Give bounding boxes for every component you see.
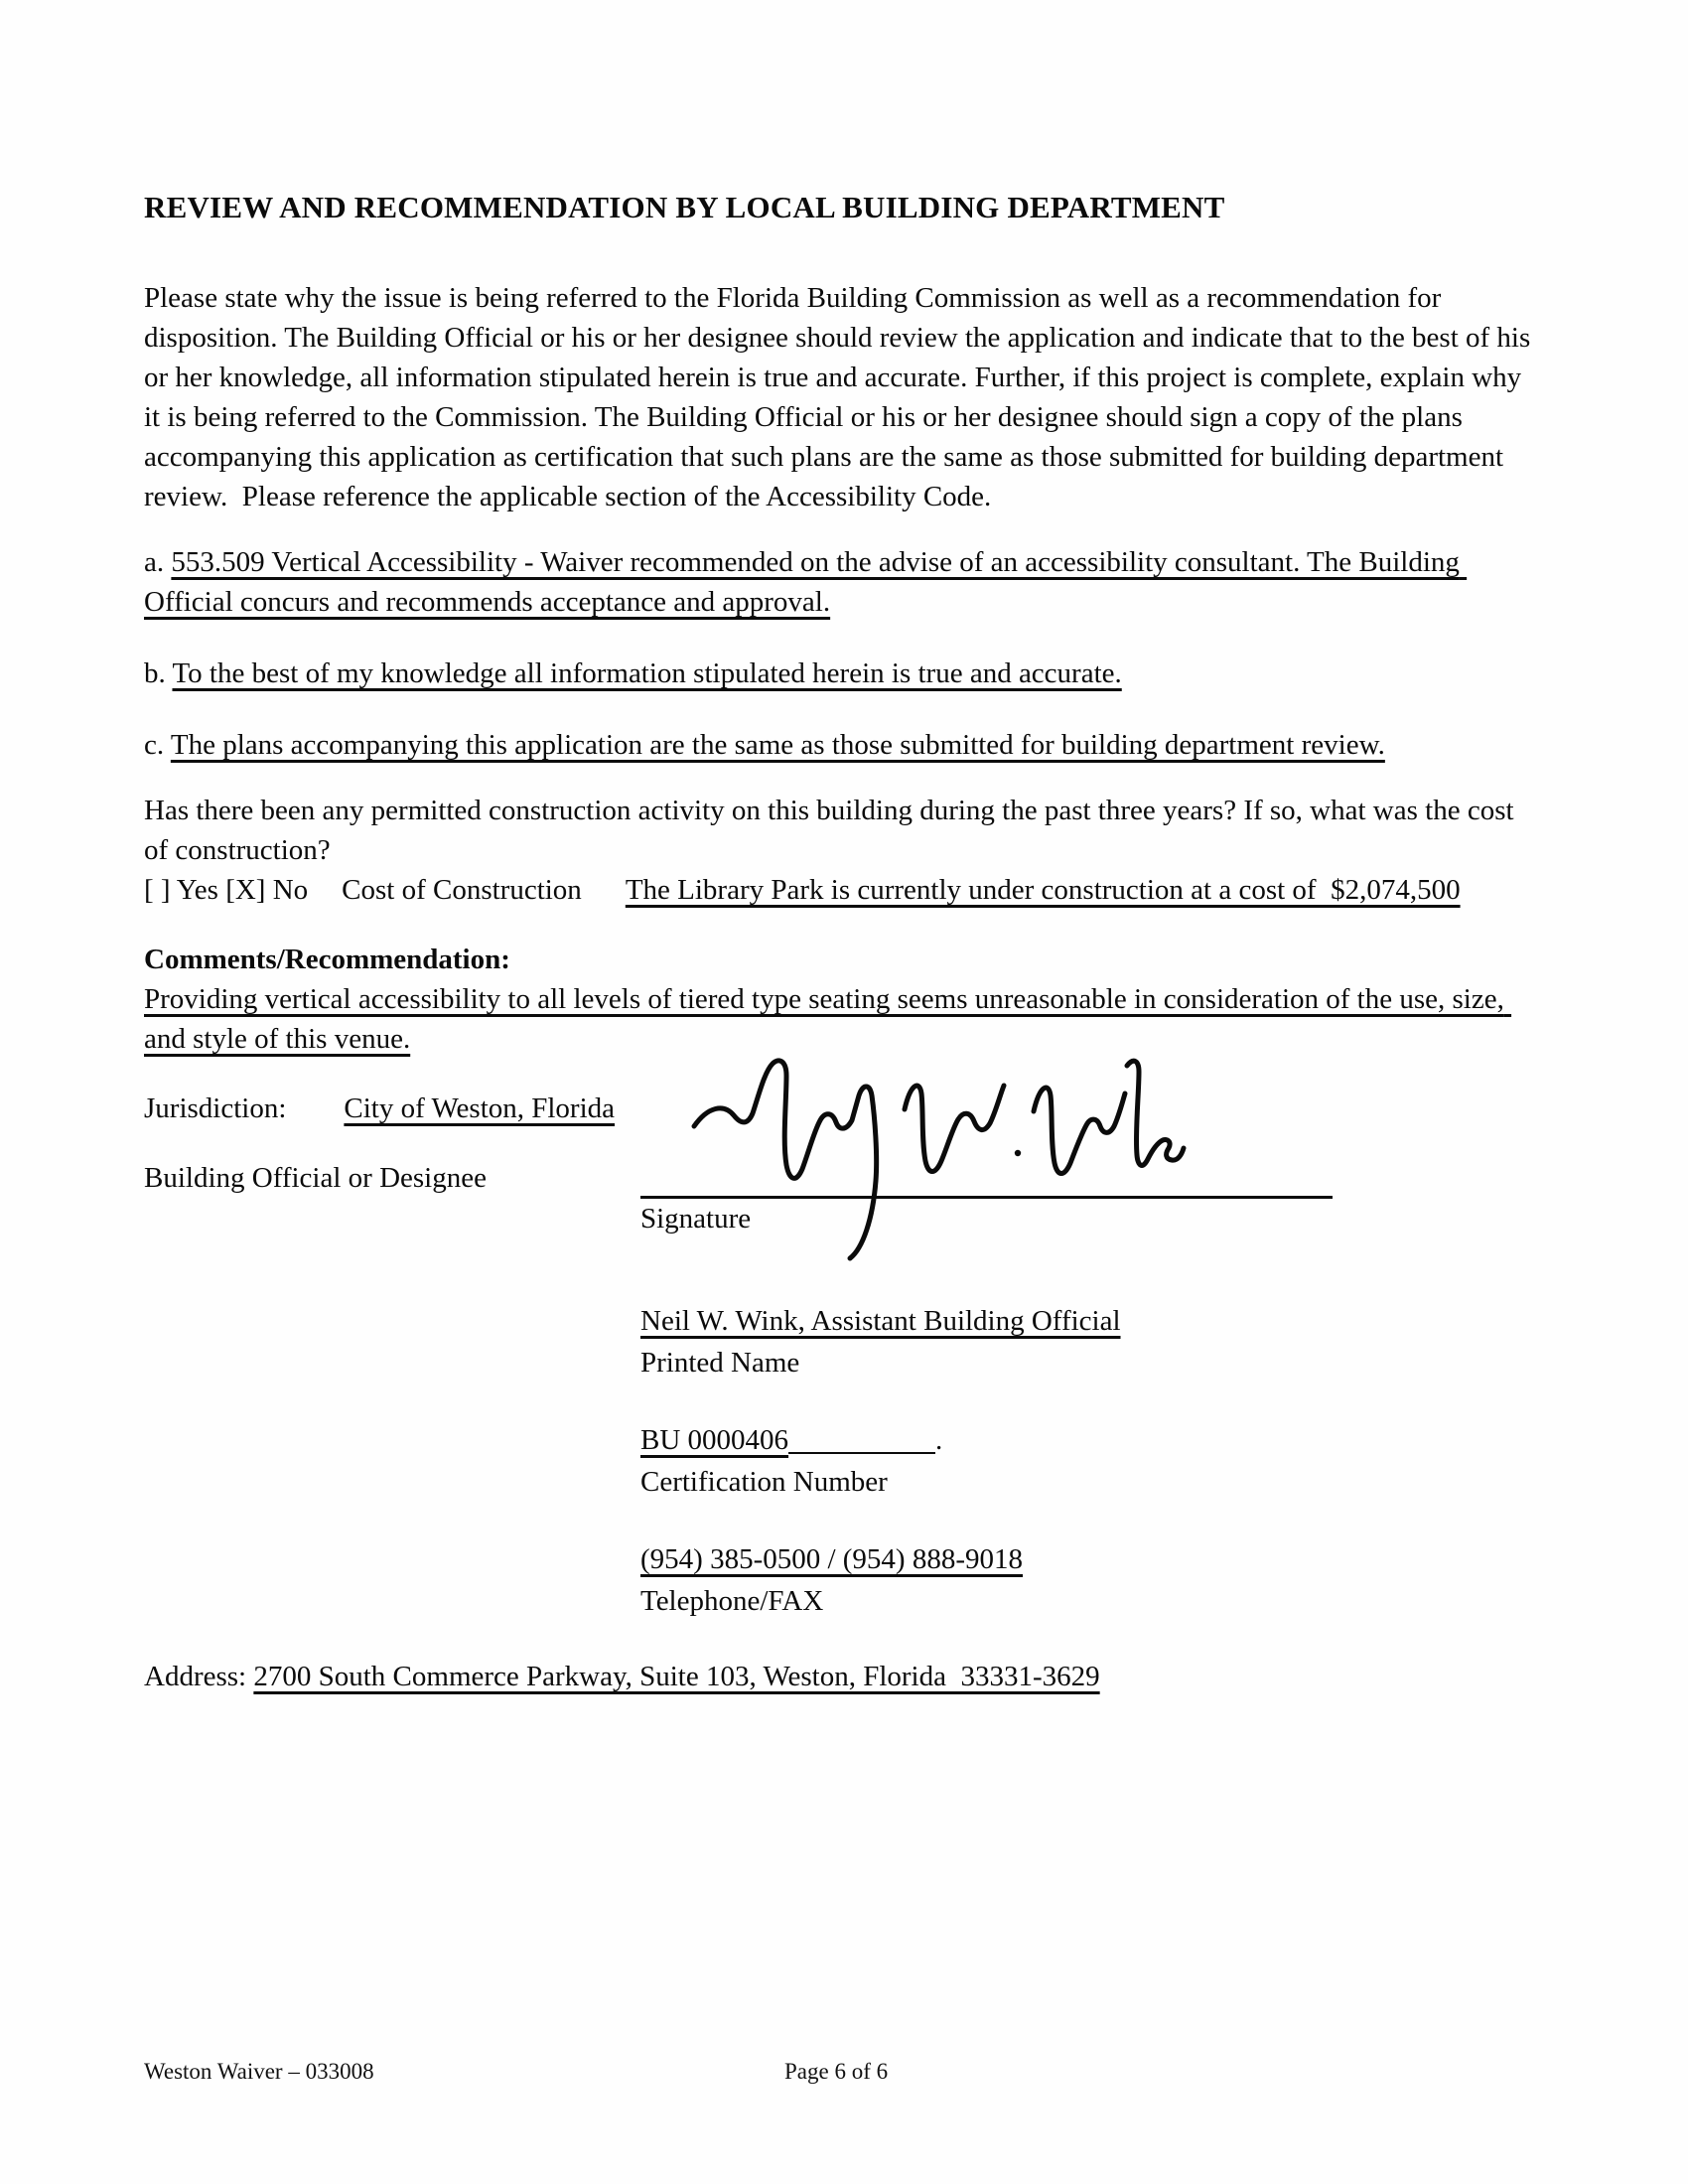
item-a-text: 553.509 Vertical Accessibility - Waiver recommended on the advise of an accessibility consultant. The Building Official concurs and recommends acceptance and approval. bbox=[144, 546, 1468, 618]
telephone-fax-value: (954) 385-0500 / (954) 888-9018 bbox=[640, 1543, 1024, 1575]
yes-checkbox: [ ] Yes bbox=[144, 874, 218, 906]
certification-number-value: BU 0000406 bbox=[640, 1424, 789, 1456]
address-row bbox=[144, 1657, 1532, 1696]
document-content bbox=[144, 187, 1538, 1696]
printed-name-label: Printed Name bbox=[640, 1347, 800, 1379]
jurisdiction-value: City of Weston, Florida bbox=[344, 1092, 616, 1124]
item-a-label: a. bbox=[144, 546, 165, 578]
item-c bbox=[144, 725, 1532, 765]
item-a bbox=[144, 542, 1532, 622]
signature-label: Signature bbox=[640, 1203, 752, 1235]
official-label: Building Official or Designee bbox=[144, 1162, 487, 1194]
cost-of-construction-label: Cost of Construction bbox=[342, 874, 582, 906]
construction-question bbox=[144, 791, 1532, 870]
item-b-text: To the best of my knowledge all information stipulated herein is true and accurate. bbox=[172, 657, 1122, 689]
signature-line bbox=[640, 1150, 1333, 1199]
item-c-label: c. bbox=[144, 729, 165, 761]
item-b-label: b. bbox=[144, 657, 166, 689]
comments-text: Providing vertical accessibility to all levels of tiered type seating seems unreasonable in consideration of the use, size, and style of this venue. bbox=[144, 983, 1512, 1055]
certification-number-field bbox=[640, 1418, 1532, 1502]
address-label: Address: bbox=[144, 1661, 247, 1692]
page-title: REVIEW AND RECOMMENDATION BY LOCAL BUILDING DEPARTMENT bbox=[144, 190, 1225, 224]
item-b bbox=[144, 654, 1532, 693]
cost-of-construction-answer: The Library Park is currently under construction at a cost of $2,074,500 bbox=[625, 874, 1461, 906]
item-c-text: The plans accompanying this application are the same as those submitted for building department review. bbox=[170, 729, 1385, 761]
address-value: 2700 South Commerce Parkway, Suite 103, Weston, Florida 33331-3629 bbox=[253, 1661, 1100, 1692]
certification-suffix: . bbox=[935, 1424, 943, 1456]
printed-name-value: Neil W. Wink, Assistant Building Official bbox=[640, 1305, 1121, 1337]
construction-answer-line bbox=[144, 870, 1532, 910]
certification-blank-line bbox=[788, 1423, 935, 1454]
printed-name-field bbox=[640, 1299, 1532, 1383]
telephone-fax-label: Telephone/FAX bbox=[640, 1585, 824, 1617]
intro-text: Please state why the issue is being referred to the Florida Building Commission as well as a recommendation for disposition. The Building Official or his or her designee should review the application and indicate that to the best of his or her knowledge, all information stipulated herein is true and accurate. Further, if this project is complete, explain why it is being referred to the Commission. The Building Official or his or her designee should sign a copy of the plans accompanying this application as certification that such plans are the same as those submitted for building department review. Please reference the applicable section of the Accessibility Code. bbox=[144, 282, 1538, 512]
intro-paragraph bbox=[144, 278, 1538, 516]
comments-text-paragraph bbox=[144, 979, 1532, 1059]
official-signature-row bbox=[144, 1150, 1532, 1257]
construction-question-text: Has there been any permitted construction activity on this building during the past three years? If so, what was the cost of construction? bbox=[144, 795, 1521, 866]
footer-doc-id: Weston Waiver – 033008 bbox=[144, 2059, 374, 2084]
signature-block bbox=[640, 1150, 1333, 1238]
certification-number-label: Certification Number bbox=[640, 1466, 888, 1498]
no-checkbox: [X] No bbox=[225, 874, 309, 906]
handwritten-signature bbox=[688, 1052, 1185, 1265]
comments-heading: Comments/Recommendation: bbox=[144, 944, 510, 975]
footer-page-number: Page 6 of 6 bbox=[784, 2059, 889, 2084]
jurisdiction-label: Jurisdiction: bbox=[144, 1092, 287, 1124]
telephone-fax-field bbox=[640, 1537, 1532, 1621]
